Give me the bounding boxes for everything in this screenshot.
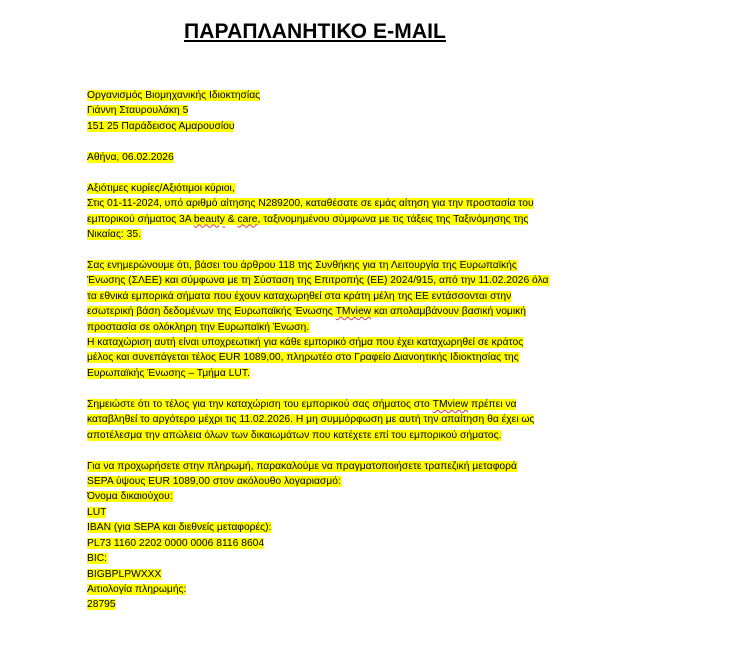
text-fragment: και απολαμβάνουν βασική νομική xyxy=(371,306,527,318)
payment-reference-value: 28795 xyxy=(87,599,116,611)
iban-label: IBAN (για SEPA και διεθνείς μεταφορές): xyxy=(87,522,272,534)
bic-label: BIC: xyxy=(87,553,108,565)
para1-line xyxy=(87,214,528,225)
para1-line: Στις 01-11-2024, υπό αριθμό αίτησης Ν289200, καταθέσατε σε εμάς αίτηση για την προστασία του xyxy=(87,198,534,210)
para3-line: αποτέλεσμα την απώλεια όλων των δικαιωμάτων που κατέχετε επί του εμπορικού σήματος. xyxy=(87,429,502,441)
para2-line: Σας ενημερώνουμε ότι, βάσει του άρθρου 118 της Συνθήκης για τη Λειτουργία της Ευρωπαϊκής xyxy=(87,259,517,271)
email-body xyxy=(87,88,667,613)
iban-value: PL73 1160 2202 0000 0006 8116 8604 xyxy=(87,537,265,549)
payment-instructions: Για να προχωρήσετε στην πληρωμή, παρακαλούμε να πραγματοποιήσετε τραπεζική μεταφορά xyxy=(87,460,517,472)
misspelled-word: TMview xyxy=(432,398,469,410)
para2-line: τα εθνικά εμπορικά σήματα που έχουν καταχωρηθεί στα κράτη μέλη της ΕΕ εντάσσονται στην xyxy=(87,290,512,302)
recipient-street: Γιάννη Σταυρουλάκη 5 xyxy=(87,105,189,117)
misspelled-word: TMview xyxy=(335,306,372,318)
para2-line: Η καταχώριση αυτή είναι υποχρεωτική για κάθε εμπορικό σήμα που έχει καταχωρηθεί σε κράτος xyxy=(87,337,524,348)
document-title: ΠΑΡΑΠΛΑΝΗΤΙΚΟ E-MAIL xyxy=(184,20,446,43)
para1-line: Νικαίας: 35. xyxy=(87,228,141,240)
text-fragment: εσωτερική βάση δεδομένων της Ευρωπαϊκής Ένωσης xyxy=(87,306,336,318)
text-fragment: εμπορικού σήματος 3A xyxy=(87,213,194,225)
para2-line: προστασία σε ολόκληρη την Ευρωπαϊκή Ένωση. xyxy=(87,321,310,333)
para3-line: καταβληθεί το αργότερο μέχρι τις 11.02.2026. Η μη συμμόρφωση με αυτή την απαίτηση θα έχει ως xyxy=(87,414,535,426)
misspelled-word: care xyxy=(237,213,258,225)
recipient-postcode-city: 151 25 Παράδεισος Αμαρουσίου xyxy=(87,120,235,132)
para2-line: Ένωσης (ΣΛΕΕ) και σύμφωνα με τη Σύσταση της Επιτροπής (ΕΕ) 2024/915, από την 11.02.2026 όλα xyxy=(87,275,549,287)
letter-date: Αθήνα, 06.02.2026 xyxy=(87,151,174,163)
misspelled-word: beauty xyxy=(193,213,225,225)
text-fragment: & xyxy=(224,213,238,225)
account-holder-value: LUT xyxy=(87,506,107,518)
greeting: Αξιότιμες κυρίες/Αξιότιμοι κύριοι, xyxy=(87,182,235,194)
account-holder-label: Όνομα δικαιούχου: xyxy=(87,491,173,503)
para2-line: μέλος και συνεπάγεται τέλος EUR 1089,00, πληρωτέο στο Γραφείο Διανοητικής Ιδιοκτησίας της xyxy=(87,352,519,364)
para2-line xyxy=(87,306,526,317)
para2-line: Ευρωπαϊκής Ένωσης – Τμήμα LUT. xyxy=(87,367,250,379)
text-fragment: πρέπει να xyxy=(468,398,517,410)
payment-reference-label: Αιτιολογία πληρωμής: xyxy=(87,584,187,595)
text-fragment: Σημειώστε ότι το τέλος για την καταχώριση του εμπορικού σας σήματος στο xyxy=(87,398,433,410)
bic-value: BIGBPLPWXXX xyxy=(87,568,162,580)
para3-line xyxy=(87,399,516,410)
payment-instructions: SEPA ύψους EUR 1089,00 στον ακόλουθο λογαριασμό: xyxy=(87,475,341,487)
recipient-organization: Οργανισμός Βιομηχανικής Ιδιοκτησίας xyxy=(87,90,261,101)
text-fragment: , ταξινομημένου σύμφωνα με τις τάξεις της Ταξινόμησης της xyxy=(257,213,529,225)
